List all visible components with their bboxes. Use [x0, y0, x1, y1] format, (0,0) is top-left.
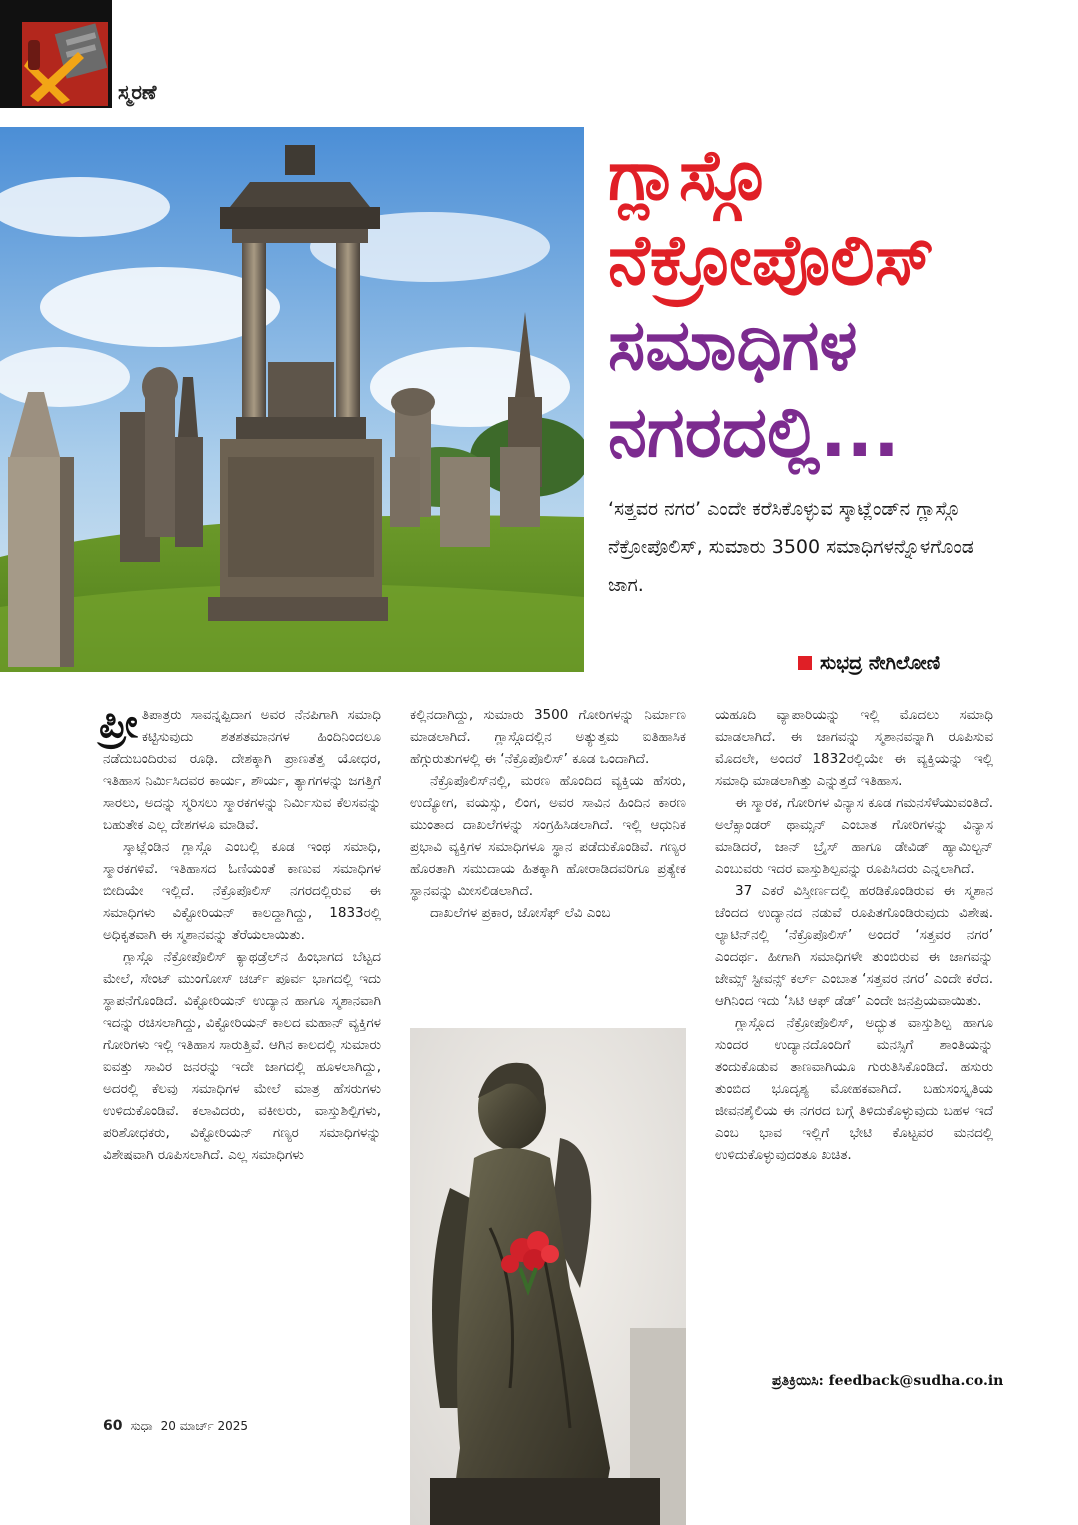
- magazine-name: ಸುಧಾ: [130, 1419, 153, 1433]
- page-number: 60: [103, 1418, 123, 1434]
- page-footer: [103, 1418, 248, 1434]
- byline-author: ಸುಭದ್ರ ನೇಗಿಲೋಣಿ: [820, 652, 941, 674]
- hero-photo: [0, 127, 584, 672]
- article-paragraph: ನೆಕ್ರೊಪೊಲಿಸ್‌ನಲ್ಲಿ, ಮರಣ ಹೊಂದಿದ ವ್ಯಕ್ತಿಯ ಹೆಸರು, ಉದ್ಯೋಗ, ವಯಸ್ಸು, ಲಿಂಗ, ಅವರ ಸಾವಿನ ಹಿಂದಿನ ಕಾರಣ ಮುಂತಾದ ದಾಖಲೆಗಳನ್ನು ಸಂಗ್ರಹಿಸಿಡಲಾಗಿದೆ. ಇಲ್ಲಿ ಆಧುನಿಕ ಪ್ರಭಾವಿ ವ್ಯಕ್ತಿಗಳ ಸಮಾಧಿಗಳೂ ಸ್ಥಾನ ಪಡೆದುಕೊಂಡಿವೆ. ಗಣ್ಯರ ಹೊರತಾಗಿ ಸಮುದಾಯ ಹಿತಕ್ಕಾಗಿ ಹೋರಾಡಿದವರಿಗೂ ಪ್ರತ್ಯೇಕ ಸ್ಥಾನವನ್ನು ಮೀಸಲಿಡಲಾಗಿದೆ.: [410, 773, 686, 899]
- article-paragraph: ಯಹೂದಿ ವ್ಯಾಪಾರಿಯನ್ನು ಇಲ್ಲಿ ಮೊದಲು ಸಮಾಧಿ ಮಾಡಲಾಗಿದೆ. ಈ ಜಾಗವನ್ನು ಸ್ಮಶಾನವನ್ನಾಗಿ ರೂಪಿಸುವ ಮೊದಲೇ, ಅಂದರೆ 1832ರಲ್ಲಿಯೇ ಈ ವ್ಯಕ್ತಿಯನ್ನು ಇಲ್ಲಿ ಸಮಾಧಿ ಮಾಡಲಾಗಿತ್ತು ಎನ್ನುತ್ತದೆ ಇತಿಹಾಸ.: [715, 707, 993, 789]
- section-label: ಸ್ಮರಣೆ: [118, 80, 157, 104]
- headline-line-2: ನೆಕ್ರೋಪೊಲಿಸ್: [608, 219, 935, 301]
- headline-line-3: ಸಮಾಧಿಗಳ: [608, 304, 858, 386]
- article-paragraph: ಈ ಸ್ಮಾರಕ, ಗೋರಿಗಳ ವಿನ್ಯಾಸ ಕೂಡ ಗಮನಸೆಳೆಯುವಂತಿದೆ. ಅಲೆಕ್ಸಾಂಡರ್ ಥಾಮ್ಸನ್ ಎಂಬಾತ ಗೋರಿಗಳನ್ನು ವಿನ್ಯಾಸ ಮಾಡಿದರೆ, ಜಾನ್ ಬ್ರೈಸ್ ಹಾಗೂ ಡೇವಿಡ್ ಹ್ಯಾಮಿಲ್ಟನ್ ಎಂಬುವರು ಇದರ ವಾಸ್ತುಶಿಲ್ಪವನ್ನು ರೂಪಿಸಿದರು ಎನ್ನಲಾಗಿದೆ.: [715, 795, 993, 877]
- article-paragraph: ಗ್ಲಾಸ್ಗೊದ ನೆಕ್ರೋಪೊಲಿಸ್, ಅದ್ಭುತ ವಾಸ್ತುಶಿಲ್ಪ ಹಾಗೂ ಸುಂದರ ಉದ್ಯಾನದೊಂದಿಗೆ ಮನಸ್ಸಿಗೆ ಶಾಂತಿಯನ್ನು ತಂದುಕೊಡುವ ತಾಣವಾಗಿಯೂ ಗುರುತಿಸಿಕೊಂಡಿದೆ. ಹಸುರು ತುಂಬಿದ ಭೂದೃಶ್ಯ ಮೋಹಕವಾಗಿದೆ. ಬಹುಸಂಸ್ಕೃತಿಯ ಜೀವನಶೈಲಿಯ ಈ ನಗರದ ಬಗ್ಗೆ ತಿಳಿದುಕೊಳ್ಳುವುದು ಬಹಳ ಇದೆ ಎಂಬ ಭಾವ ಇಲ್ಲಿಗೆ ಭೇಟಿ ಕೊಟ್ಟವರ ಮನದಲ್ಲಿ ಉಳಿದುಕೊಳ್ಳುವುದಂತೂ ಖಚಿತ.: [715, 1015, 993, 1163]
- article-paragraph: 37 ಎಕರೆ ವಿಸ್ತೀರ್ಣದಲ್ಲಿ ಹರಡಿಕೊಂಡಿರುವ ಈ ಸ್ಮಶಾನ ಚೆಂದದ ಉದ್ಯಾನದ ನಡುವೆ ರೂಪಿತಗೊಂಡಿರುವುದು ವಿಶೇಷ. ಲ್ಯಾಟಿನ್‌ನಲ್ಲಿ ‘ನೆಕ್ರೊಪೊಲಿಸ್’ ಅಂದರೆ ‘ಸತ್ತವರ ನಗರ’ ಎಂದರ್ಥ. ಹೀಗಾಗಿ ಸಮಾಧಿಗಳೇ ತುಂಬಿರುವ ಈ ಜಾಗವನ್ನು ಜೇಮ್ಸ್ ಸ್ಟೀವನ್ಸ್ ಕರ್ಲ್ ಎಂಬಾತ ‘ಸತ್ತವರ ನಗರ’ ಎಂದೇ ಕರೆದ. ಆಗಿನಿಂದ ಇದು ‘ಸಿಟಿ ಆಫ್ ಡೆಡ್’ ಎಂದೇ ಜನಪ್ರಿಯವಾಯಿತು.: [715, 883, 993, 1009]
- byline-marker: [798, 656, 812, 670]
- article-deck: ‘ಸತ್ತವರ ನಗರ’ ಎಂದೇ ಕರೆಸಿಕೊಳ್ಳುವ ಸ್ಕಾಟ್ಲೆಂಡ್‌ನ ಗ್ಲಾಸ್ಗೊ ನೆಕ್ರೋಪೊಲಿಸ್, ಸುಮಾರು 3500 ಸಮಾಧಿಗಳನ್ನೊಳಗೊಂಡ ಜಾಗ.: [608, 498, 974, 596]
- article-paragraph: ಗ್ಲಾಸ್ಗೊ ನೆಕ್ರೋಪೊಲಿಸ್ ಕ್ಯಾಥಡ್ರೆಲ್‌ನ ಹಿಂಭಾಗದ ಬೆಟ್ಟದ ಮೇಲೆ, ಸೇಂಟ್ ಮುಂಗೋಸ್ ಚರ್ಚ್ ಪೂರ್ವ ಭಾಗದಲ್ಲಿ ಇದು ಸ್ಥಾಪನೆಗೊಂಡಿದೆ. ವಿಕ್ಟೋರಿಯನ್ ಉದ್ಯಾನ ಹಾಗೂ ಸ್ಮಶಾನವಾಗಿ ಇದನ್ನು ರಚಿಸಲಾಗಿದ್ದು, ವಿಕ್ಟೋರಿಯನ್ ಕಾಲದ ಮಹಾನ್ ವ್ಯಕ್ತಿಗಳ ಗೋರಿಗಳು ಇಲ್ಲಿ ಇತಿಹಾಸ ಸಾರುತ್ತಿವೆ. ಆಗಿನ ಕಾಲದಲ್ಲಿ ಸುಮಾರು ಐವತ್ತು ಸಾವಿರ ಜನರನ್ನು ಇದೇ ಜಾಗದಲ್ಲಿ ಹೂಳಲಾಗಿದ್ದು, ಅದರಲ್ಲಿ ಕೆಲವು ಸಮಾಧಿಗಳ ಮೇಲೆ ಮಾತ್ರ ಹೆಸರುಗಳು ಉಳಿದುಕೊಂಡಿವೆ. ಕಲಾವಿದರು, ವಕೀಲರು, ವಾಸ್ತುಶಿಲ್ಪಿಗಳು, ಪರಿಶೋಧಕರು, ವಿಕ್ಟೋರಿಯನ್ ಗಣ್ಯರ ಸಮಾಧಿಗಳನ್ನು ವಿಶೇಷವಾಗಿ ರೂಪಿಸಲಾಗಿದೆ. ಎಲ್ಲ ಸಮಾಧಿಗಳು: [103, 949, 381, 1163]
- article-paragraph: ದಾಖಲೆಗಳ ಪ್ರಕಾರ, ಜೋಸೆಫ್ ಲೆವಿ ಎಂಬ: [430, 905, 611, 921]
- article-column-2: [410, 704, 686, 924]
- feedback-email[interactable]: ಪ್ರತಿಕ್ರಿಯಿಸಿ: feedback@sudha.co.in: [772, 1373, 1004, 1389]
- byline: [798, 652, 940, 674]
- headline-line-4: ನಗರದಲ್ಲಿ...: [608, 391, 900, 473]
- headline-line-1: ಗ್ಲಾಸ್ಗೊ: [608, 134, 768, 216]
- dropcap: ಪ್ರೀ: [99, 701, 138, 747]
- article-paragraph: ಪ್ರೀ ತಿಪಾತ್ರರು ಸಾವನ್ನಪ್ಪಿದಾಗ ಅವರ ನೆನಪಿಗಾಗಿ ಸಮಾಧಿ ಕಟ್ಟಿಸುವುದು ಶತಶತಮಾನಗಳ ಹಿಂದಿನಿಂದಲೂ ನಡೆದುಬಂದಿರುವ ರೂಢಿ. ದೇಶಕ್ಕಾಗಿ ಪ್ರಾಣತೆತ್ತ ಯೋಧರ, ಇತಿಹಾಸ ನಿರ್ಮಿಸಿದವರ ಕಾರ್ಯ, ಶೌರ್ಯ, ತ್ಯಾಗಗಳನ್ನು ಜಗತ್ತಿಗೆ ಸಾರಲು, ಅದನ್ನು ಸ್ಮರಿಸಲು ಸ್ಮಾರಕಗಳನ್ನು ನಿರ್ಮಿಸುವ ಕೆಲಸವನ್ನು ಬಹುತೇಕ ಎಲ್ಲ ದೇಶಗಳೂ ಮಾಡಿವೆ.: [99, 701, 381, 833]
- article-column-1: [99, 701, 381, 1166]
- article-paragraph: ಕಲ್ಲಿನದಾಗಿದ್ದು, ಸುಮಾರು 3500 ಗೋರಿಗಳನ್ನು ನಿರ್ಮಾಣ ಮಾಡಲಾಗಿದೆ. ಗ್ಲಾಸ್ಗೊದಲ್ಲಿನ ಅತ್ಯುತ್ತಮ ಐತಿಹಾಸಿಕ ಹೆಗ್ಗುರುತುಗಳಲ್ಲಿ ಈ ‘ನೆಕ್ರೊಪೊಲಿಸ್’ ಕೂಡ ಒಂದಾಗಿದೆ.: [410, 707, 686, 767]
- article-paragraph: ಸ್ಕಾಟ್ಲೆಂಡಿನ ಗ್ಲಾಸ್ಗೊ ಎಂಬಲ್ಲಿ ಕೂಡ ಇಂಥ ಸಮಾಧಿ, ಸ್ಮಾರಕಗಳಿವೆ. ಇತಿಹಾಸದ ಓಣಿಯಂತೆ ಕಾಣುವ ಸಮಾಧಿಗಳ ಬೀದಿಯೇ ಇಲ್ಲಿದೆ. ನೆಕ್ರೊಪೊಲಿಸ್ ನಗರದಲ್ಲಿರುವ ಈ ಸಮಾಧಿಗಳು ವಿಕ್ಟೋರಿಯನ್ ಕಾಲದ್ದಾಗಿದ್ದು, 1833ರಲ್ಲಿ ಅಧಿಕೃತವಾಗಿ ಈ ಸ್ಮಶಾನವನ್ನು ತೆರೆಯಲಾಯಿತು.: [103, 839, 381, 943]
- memorial-section-icon: [0, 0, 112, 108]
- angel-statue-photo: [410, 1028, 686, 1525]
- article-column-3: [715, 704, 993, 1166]
- issue-date: 20 ಮಾರ್ಚ್ 2025: [160, 1419, 249, 1433]
